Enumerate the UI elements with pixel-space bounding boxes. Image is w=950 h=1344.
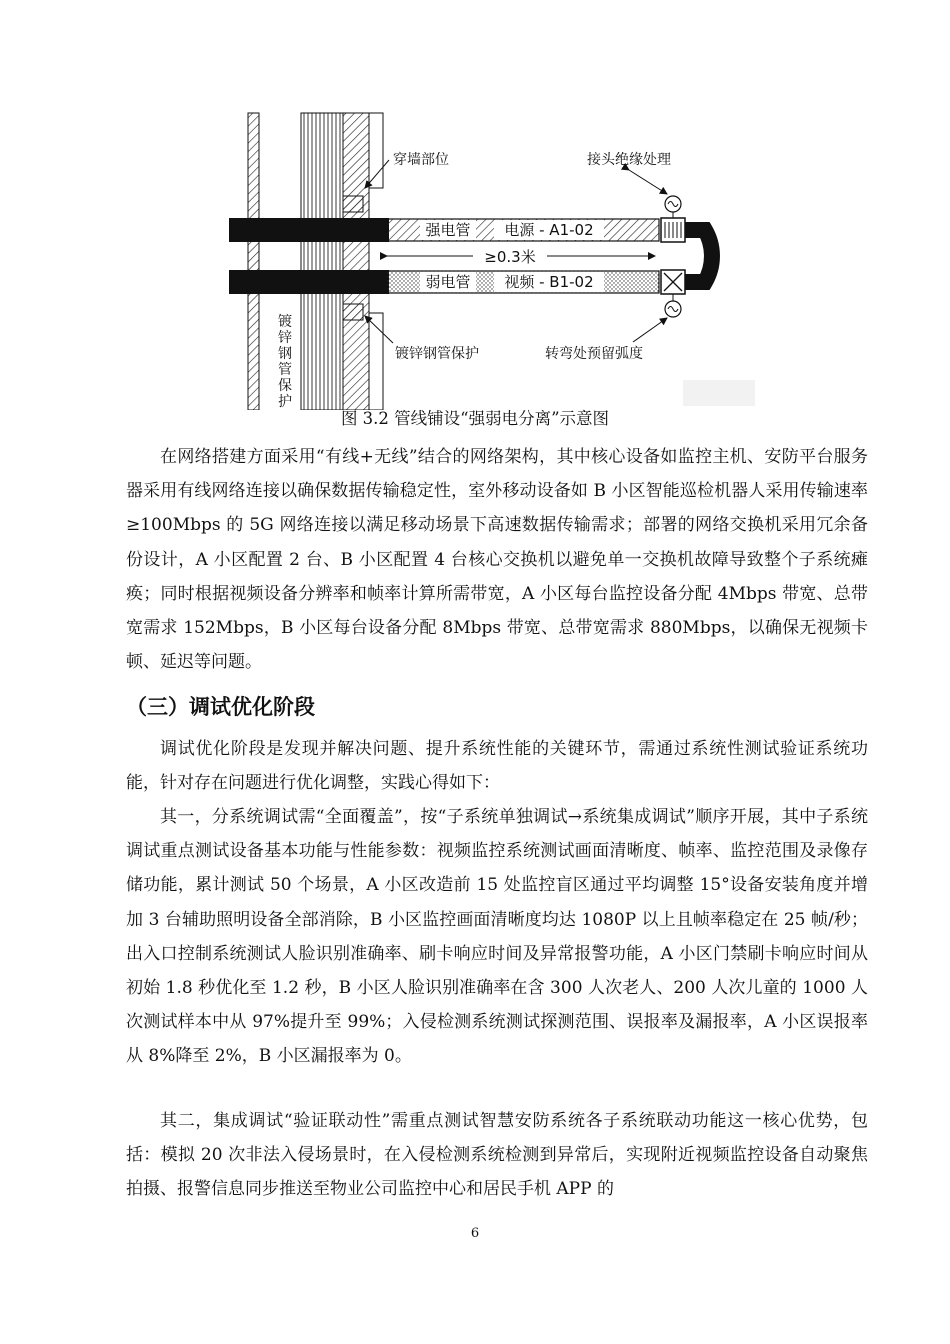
bend-arc-label: 转弯处预留弧度 [545,346,643,362]
paragraph-integration-debug: 其二，集成调试“验证联动性”需重点测试智慧安防系统各子系统联动功能这一核心优势，包括：模拟 20 次非法入侵场景时，在入侵检测系统检测到异常后，实现附近视频监控设备自动聚焦拍摄、报警信息同步推送至物业公司监控中心和居民手机 APP 的 [126,1111,868,1200]
wall-pass-label: 穿墙部位 [393,152,449,168]
wall-section [301,113,343,410]
vertical-label-char-1: 镀 [278,314,292,330]
steel-protect-label: 镀锌钢管保护 [395,346,479,362]
vertical-label-char-6: 护 [278,394,292,410]
u-bend-cable [685,230,712,282]
cable-separation-diagram [215,108,760,410]
strong-pipe-black [229,218,389,242]
figure-caption: 图 3.2 管线铺设“强弱电分离”示意图 [340,409,610,428]
vertical-label-char-2: 锌 [278,330,292,346]
joint-insulation-label: 接头绝缘处理 [587,152,671,168]
diagram-svg [215,108,760,410]
paragraph-debug-intro: 调试优化阶段是发现并解决问题、提升系统性能的关键环节，需通过系统性测试验证系统功能，针对存在问题进行优化调整，实践心得如下： [126,739,868,794]
page-number: 6 [470,1226,480,1241]
strong-pipe-label: 强电管 [425,221,471,239]
weak-pipe-black [229,270,389,294]
power-tag-label: 电源 - A1-02 [504,221,594,239]
section-heading: （三）调试优化阶段 [126,695,315,719]
vertical-label-char-3: 钢 [278,346,292,362]
paragraph-network: 在网络搭建方面采用“有线+无线”结合的网络架构，其中核心设备如监控主机、安防平台服务器采用有线网络连接以确保数据传输稳定性，室外移动设备如 B 小区智能巡检机器人采用传输速率≥100Mbps 的 5G 网络连接以满足移动场景下高速数据传输需求；部署的网络交换机采用冗余备份设计，A 小区配置 2 台、B 小区配置 4 台核心交换机以避免单一交换机故障导致整个子系统瘫痪；同时根据视频设备分辨率和帧率计算所需带宽，A 小区每台监控设备分配 4Mbps 带宽、总带宽需求 152Mbps，B 小区每台设备分配 8Mbps 带宽、总带宽需求 880Mbps，以确保无视频卡顿、延迟等问题。 [126,447,868,673]
vertical-label-char-4: 管 [278,362,292,378]
paragraph-subsystem-debug: 其一，分系统调试需“全面覆盖”，按“子系统单独调试→系统集成调试”顺序开展，其中子系统调试重点测试设备基本功能与性能参数：视频监控系统测试画面清晰度、帧率、监控范围及录像存储功能，累计测试 50 个场景，A 小区改造前 15 处监控盲区通过平均调整 15°设备安装角度并增加 3 台辅助照明设备全部消除，B 小区监控画面清晰度均达 1080P 以上且帧率稳定在 25 帧/秒；出入口控制系统测试人脸识别准确率、刷卡响应时间及异常报警功能，A 小区门禁刷卡响应时间从初始 1.8 秒优化至 1.2 秒，B 小区人脸识别准确率在含 300 人次老人、200 人次儿童的 1000 人次测试样本中从 97%提升至 99%；入侵检测系统测试探测范围、误报率及漏报率，A 小区误报率从 8%降至 2%，B 小区漏报率为 0。 [126,807,868,1067]
distance-label: ≥0.3米 [484,248,536,266]
left-wall-strip [248,113,259,410]
weak-pipe-label: 弱电管 [425,273,471,291]
wall-hatched-section [343,113,369,410]
vertical-label-char-5: 保 [278,378,292,394]
video-tag-label: 视频 - B1-02 [504,273,594,291]
